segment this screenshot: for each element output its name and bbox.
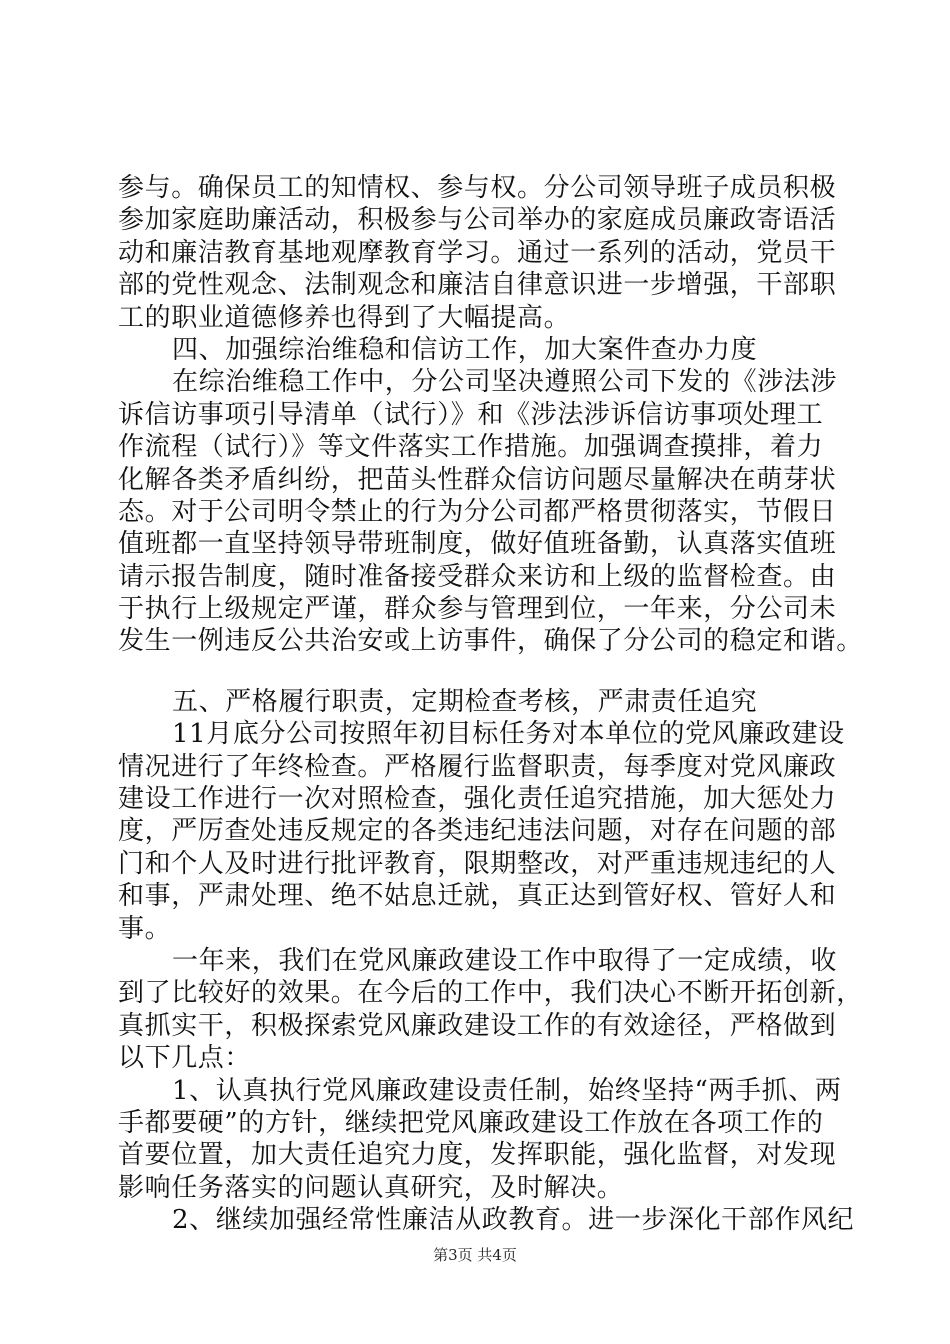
text-line: 于执行上级规定严谨，群众参与管理到位，一年来，分公司未 [118, 594, 837, 625]
text-line: 诉信访事项引导清单（试行）》和《涉法涉诉信访事项处理工 [118, 399, 824, 430]
text-line: 动和廉洁教育基地观摩教育学习。通过一系列的活动，党员干 [118, 237, 837, 268]
text-line: 在综治维稳工作中，分公司坚决遵照公司下发的《涉法涉 [172, 367, 838, 398]
text-line: 参与。确保员工的知情权、参与权。分公司领导班子成员积极 [118, 173, 837, 203]
text-line: 请示报告制度，随时准备接受群众来访和上级的监督检查。由 [118, 561, 837, 592]
text-line: 部的党性观念、法制观念和廉洁自律意识进一步增强，干部职 [118, 270, 837, 301]
text-line: 一年来，我们在党风廉政建设工作中取得了一定成绩，收 [172, 945, 838, 976]
page-footer: 第3页 共4页 [433, 1246, 517, 1264]
text-line: 建设工作进行一次对照检查，强化责任追究措施，加大惩处力 [118, 784, 837, 815]
text-line: 11月底分公司按照年初目标任务对本单位的党风廉政建设 [172, 719, 845, 750]
text-line: 手都要硬”的方针，继续把党风廉政建设工作放在各项工作的 [118, 1107, 824, 1138]
text-line: 化解各类矛盾纠纷，把苗头性群众信访问题尽量解决在萌芽状 [118, 464, 837, 495]
list-item-2: 2、继续加强经常性廉洁从政教育。进一步深化干部作风纪 [172, 1205, 855, 1236]
text-line: 度，严厉查处违反规定的各类违纪违法问题，对存在问题的部 [118, 816, 837, 847]
text-line: 参加家庭助廉活动，积极参与公司举办的家庭成员廉政寄语活 [118, 205, 837, 236]
text-line: 工的职业道德修养也得到了大幅提高。 [118, 302, 571, 333]
text-line: 作流程（试行）》等文件落实工作措施。加强调查摸排，着力 [118, 432, 824, 463]
document-body [118, 172, 863, 1237]
text-line: 首要位置，加大责任追究力度，发挥职能，强化监督，对发现 [118, 1140, 837, 1171]
text-line: 发生一例违反公共治安或上访事件，确保了分公司的稳定和谐。 [118, 626, 863, 657]
text-line: 真抓实干，积极探索党风廉政建设工作的有效途径，严格做到 [118, 1010, 837, 1041]
text-line: 态。对于公司明令禁止的行为分公司都严格贯彻落实，节假日 [118, 496, 837, 527]
section-heading-4: 四、加强综治维稳和信访工作，加大案件查办力度 [172, 334, 758, 365]
paragraph-gap [118, 658, 858, 686]
text-line: 到了比较好的效果。在今后的工作中，我们决心不断开拓创新， [118, 978, 863, 1009]
list-item-1: 1、认真执行党风廉政建设责任制，始终坚持“两手抓、两 [172, 1075, 842, 1106]
section-heading-5: 五、严格履行职责，定期检查考核，严肃责任追究 [172, 686, 758, 717]
text-line: 和事，严肃处理、绝不姑息迁就，真正达到管好权、管好人和 [118, 881, 837, 912]
text-line: 值班都一直坚持领导带班制度，做好值班备勤，认真落实值班 [118, 529, 837, 560]
text-line: 门和个人及时进行批评教育，限期整改，对严重违规违纪的人 [118, 848, 837, 879]
text-line: 以下几点： [118, 1043, 252, 1074]
text-line: 情况进行了年终检查。严格履行监督职责，每季度对党风廉政 [118, 751, 837, 782]
text-line: 事。 [118, 913, 172, 944]
text-line: 影响任务落实的问题认真研究，及时解决。 [118, 1172, 624, 1203]
